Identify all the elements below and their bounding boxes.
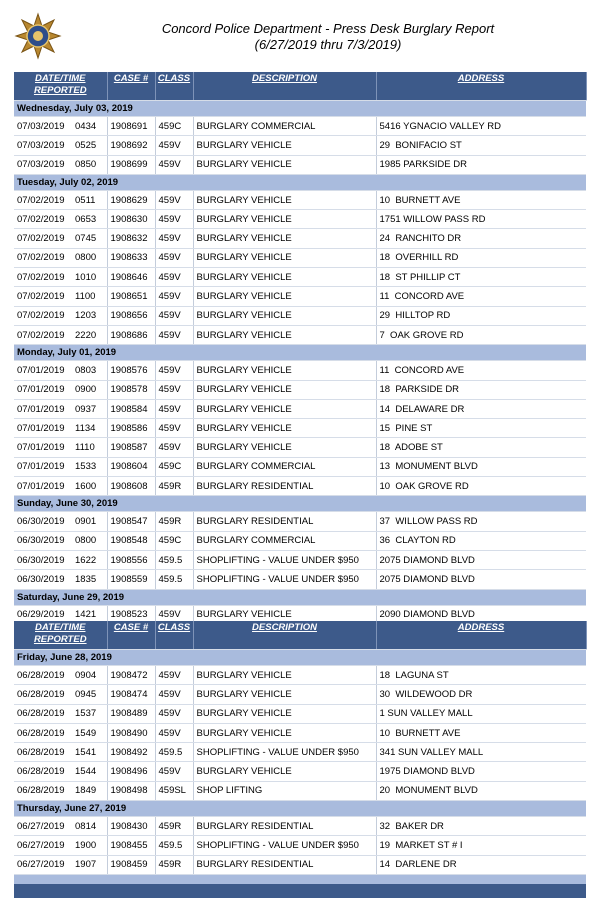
table-row <box>14 666 586 685</box>
date-time-cell <box>14 136 107 155</box>
time-value: 0803 <box>75 364 97 376</box>
time-value: 0511 <box>75 194 96 206</box>
date-time-cell <box>14 325 107 344</box>
time-value: 1544 <box>75 766 97 778</box>
day-header-row <box>14 589 586 605</box>
case-number-cell: 1908584 <box>107 399 155 418</box>
day-label: Thursday, June 27, 2019 <box>14 801 586 817</box>
description-cell: BURGLARY COMMERCIAL <box>193 457 376 476</box>
case-number-cell: 1908455 <box>107 836 155 855</box>
class-cell: 459.5 <box>155 743 193 762</box>
description-cell: SHOPLIFTING - VALUE UNDER $950 <box>193 550 376 569</box>
address-cell: 14 DELAWARE DR <box>376 399 586 418</box>
time-value: 0800 <box>75 252 97 264</box>
table-row <box>14 531 586 550</box>
report-table-page-1 <box>14 72 587 625</box>
case-number-cell: 1908556 <box>107 550 155 569</box>
date-value: 07/01/2019 <box>17 384 65 396</box>
day-header-row <box>14 650 586 666</box>
table-row <box>14 570 586 589</box>
time-value: 1849 <box>75 785 97 797</box>
day-label: Tuesday, July 02, 2019 <box>14 174 586 190</box>
date-value: 07/03/2019 <box>17 159 65 171</box>
address-cell: 10 BURNETT AVE <box>376 723 586 742</box>
date-value: 06/28/2019 <box>17 669 65 681</box>
date-value: 07/02/2019 <box>17 252 65 264</box>
class-cell: 459.5 <box>155 550 193 569</box>
class-cell: 459V <box>155 248 193 267</box>
class-cell: 459V <box>155 306 193 325</box>
case-number-cell: 1908490 <box>107 723 155 742</box>
table-row <box>14 762 586 781</box>
column-header: CLASS <box>155 621 193 650</box>
day-label: Saturday, June 29, 2019 <box>14 589 586 605</box>
class-cell: 459V <box>155 419 193 438</box>
table-row <box>14 229 586 248</box>
time-value: 2220 <box>75 329 97 341</box>
date-time-cell <box>14 380 107 399</box>
time-value: 1549 <box>75 727 97 739</box>
time-value: 0900 <box>75 384 97 396</box>
description-cell: BURGLARY VEHICLE <box>193 268 376 287</box>
description-cell: BURGLARY VEHICLE <box>193 723 376 742</box>
address-cell: 15 PINE ST <box>376 419 586 438</box>
date-value: 07/03/2019 <box>17 120 65 132</box>
table-row <box>14 325 586 344</box>
date-time-cell <box>14 531 107 550</box>
date-value: 06/30/2019 <box>17 573 65 585</box>
date-time-cell <box>14 361 107 380</box>
time-value: 1533 <box>75 461 97 473</box>
address-cell: 36 CLAYTON RD <box>376 531 586 550</box>
class-cell: 459V <box>155 380 193 399</box>
case-number-cell: 1908498 <box>107 781 155 800</box>
description-cell: BURGLARY VEHICLE <box>193 248 376 267</box>
class-cell: 459V <box>155 666 193 685</box>
description-cell: BURGLARY VEHICLE <box>193 136 376 155</box>
case-number-cell: 1908587 <box>107 438 155 457</box>
date-time-cell <box>14 438 107 457</box>
case-number-cell: 1908656 <box>107 306 155 325</box>
time-value: 0901 <box>75 515 97 527</box>
date-time-cell <box>14 155 107 174</box>
date-time-cell <box>14 210 107 229</box>
table-row <box>14 723 586 742</box>
class-cell: 459V <box>155 438 193 457</box>
police-badge-icon <box>14 12 62 60</box>
class-cell: 459V <box>155 685 193 704</box>
table-row <box>14 117 586 136</box>
case-number-cell: 1908604 <box>107 457 155 476</box>
date-time-cell <box>14 419 107 438</box>
class-cell: 459V <box>155 361 193 380</box>
day-header-row <box>14 801 586 817</box>
address-cell: 19 MARKET ST # I <box>376 836 586 855</box>
date-time-cell <box>14 477 107 496</box>
description-cell: BURGLARY RESIDENTIAL <box>193 477 376 496</box>
table-row <box>14 704 586 723</box>
time-value: 1010 <box>75 271 97 283</box>
table-row <box>14 399 586 418</box>
description-cell: BURGLARY COMMERCIAL <box>193 531 376 550</box>
class-cell: 459V <box>155 399 193 418</box>
case-number-cell: 1908699 <box>107 155 155 174</box>
case-number-cell: 1908586 <box>107 419 155 438</box>
address-cell: 14 DARLENE DR <box>376 855 586 874</box>
date-time-cell <box>14 817 107 836</box>
date-value: 07/02/2019 <box>17 194 65 206</box>
time-value: 1900 <box>75 840 97 852</box>
table-row <box>14 817 586 836</box>
class-cell: 459V <box>155 136 193 155</box>
date-value: 06/28/2019 <box>17 785 65 797</box>
date-time-cell <box>14 855 107 874</box>
class-cell: 459V <box>155 155 193 174</box>
time-value: 1134 <box>75 422 96 434</box>
address-cell: 29 HILLTOP RD <box>376 306 586 325</box>
report-header <box>68 21 588 53</box>
class-cell: 459R <box>155 817 193 836</box>
class-cell: 459V <box>155 210 193 229</box>
column-header-row <box>14 621 586 650</box>
case-number-cell: 1908492 <box>107 743 155 762</box>
table-row <box>14 190 586 209</box>
date-value: 06/30/2019 <box>17 535 65 547</box>
address-cell: 18 PARKSIDE DR <box>376 380 586 399</box>
date-time-cell <box>14 117 107 136</box>
date-value: 07/01/2019 <box>17 461 65 473</box>
date-time-cell <box>14 685 107 704</box>
case-number-cell: 1908629 <box>107 190 155 209</box>
date-time-cell <box>14 306 107 325</box>
address-cell: 30 WILDEWOOD DR <box>376 685 586 704</box>
date-value: 07/02/2019 <box>17 310 65 322</box>
date-value: 06/29/2019 <box>17 609 65 621</box>
time-value: 1537 <box>75 708 97 720</box>
column-header: DATE/TIME REPORTED <box>14 72 107 101</box>
case-number-cell: 1908496 <box>107 762 155 781</box>
date-value: 06/27/2019 <box>17 820 65 832</box>
date-value: 07/01/2019 <box>17 403 65 415</box>
description-cell: BURGLARY VEHICLE <box>193 704 376 723</box>
time-value: 1110 <box>75 442 95 454</box>
time-value: 1203 <box>75 310 97 322</box>
table-footer-bar <box>14 884 586 898</box>
column-header: DESCRIPTION <box>193 621 376 650</box>
date-value: 06/28/2019 <box>17 766 65 778</box>
date-value: 07/01/2019 <box>17 442 65 454</box>
description-cell: BURGLARY VEHICLE <box>193 605 376 624</box>
description-cell: SHOPLIFTING - VALUE UNDER $950 <box>193 743 376 762</box>
column-header: ADDRESS <box>376 621 586 650</box>
date-value: 06/28/2019 <box>17 688 65 700</box>
address-cell: 341 SUN VALLEY MALL <box>376 743 586 762</box>
date-value: 06/27/2019 <box>17 840 65 852</box>
date-time-cell <box>14 399 107 418</box>
day-header-row <box>14 174 586 190</box>
time-value: 0434 <box>75 120 97 132</box>
class-cell: 459V <box>155 229 193 248</box>
class-cell: 459C <box>155 457 193 476</box>
class-cell: 459V <box>155 190 193 209</box>
table-row <box>14 361 586 380</box>
time-value: 0814 <box>75 820 97 832</box>
description-cell: BURGLARY VEHICLE <box>193 419 376 438</box>
address-cell: 1 SUN VALLEY MALL <box>376 704 586 723</box>
address-cell: 29 BONIFACIO ST <box>376 136 586 155</box>
table-footer-band <box>14 874 586 884</box>
case-number-cell: 1908632 <box>107 229 155 248</box>
class-cell: 459V <box>155 605 193 624</box>
case-number-cell: 1908646 <box>107 268 155 287</box>
case-number-cell: 1908489 <box>107 704 155 723</box>
address-cell: 13 MONUMENT BLVD <box>376 457 586 476</box>
case-number-cell: 1908474 <box>107 685 155 704</box>
case-number-cell: 1908459 <box>107 855 155 874</box>
table-row <box>14 210 586 229</box>
table-row <box>14 550 586 569</box>
date-time-cell <box>14 248 107 267</box>
case-number-cell: 1908578 <box>107 380 155 399</box>
description-cell: BURGLARY VEHICLE <box>193 190 376 209</box>
address-cell: 10 OAK GROVE RD <box>376 477 586 496</box>
class-cell: 459R <box>155 512 193 531</box>
case-number-cell: 1908472 <box>107 666 155 685</box>
table-row <box>14 306 586 325</box>
date-time-cell <box>14 570 107 589</box>
description-cell: BURGLARY VEHICLE <box>193 380 376 399</box>
description-cell: BURGLARY VEHICLE <box>193 399 376 418</box>
column-header: CASE # <box>107 621 155 650</box>
class-cell: 459.5 <box>155 570 193 589</box>
time-value: 1622 <box>75 554 97 566</box>
date-time-cell <box>14 190 107 209</box>
date-time-cell <box>14 550 107 569</box>
description-cell: BURGLARY VEHICLE <box>193 229 376 248</box>
address-cell: 2090 DIAMOND BLVD <box>376 605 586 624</box>
case-number-cell: 1908686 <box>107 325 155 344</box>
table-row <box>14 248 586 267</box>
address-cell: 11 CONCORD AVE <box>376 287 586 306</box>
date-value: 06/28/2019 <box>17 746 65 758</box>
address-cell: 18 LAGUNA ST <box>376 666 586 685</box>
case-number-cell: 1908548 <box>107 531 155 550</box>
time-value: 0800 <box>75 535 97 547</box>
case-number-cell: 1908608 <box>107 477 155 496</box>
address-cell: 32 BAKER DR <box>376 817 586 836</box>
date-value: 07/02/2019 <box>17 329 65 341</box>
description-cell: SHOPLIFTING - VALUE UNDER $950 <box>193 836 376 855</box>
table-row <box>14 457 586 476</box>
date-value: 07/03/2019 <box>17 139 65 151</box>
date-value: 06/28/2019 <box>17 727 65 739</box>
date-value: 07/02/2019 <box>17 291 65 303</box>
date-value: 07/02/2019 <box>17 213 65 225</box>
description-cell: SHOPLIFTING - VALUE UNDER $950 <box>193 570 376 589</box>
time-value: 1541 <box>75 746 97 758</box>
case-number-cell: 1908430 <box>107 817 155 836</box>
class-cell: 459R <box>155 855 193 874</box>
time-value: 0937 <box>75 403 97 415</box>
address-cell: 1975 DIAMOND BLVD <box>376 762 586 781</box>
description-cell: BURGLARY VEHICLE <box>193 306 376 325</box>
date-time-cell <box>14 287 107 306</box>
address-cell: 7 OAK GROVE RD <box>376 325 586 344</box>
report-title: Concord Police Department - Press Desk Burglary Report <box>161 21 495 36</box>
date-time-cell <box>14 666 107 685</box>
class-cell: 459V <box>155 704 193 723</box>
column-header: ADDRESS <box>376 72 586 101</box>
address-cell: 37 WILLOW PASS RD <box>376 512 586 531</box>
table-row <box>14 419 586 438</box>
date-value: 06/27/2019 <box>17 859 65 871</box>
class-cell: 459SL <box>155 781 193 800</box>
description-cell: BURGLARY VEHICLE <box>193 762 376 781</box>
date-value: 06/30/2019 <box>17 554 65 566</box>
table-row <box>14 855 586 874</box>
case-number-cell: 1908691 <box>107 117 155 136</box>
class-cell: 459V <box>155 762 193 781</box>
day-label: Monday, July 01, 2019 <box>14 345 586 361</box>
class-cell: 459V <box>155 268 193 287</box>
column-header: DESCRIPTION <box>193 72 376 101</box>
time-value: 1100 <box>75 291 96 303</box>
address-cell: 2075 DIAMOND BLVD <box>376 550 586 569</box>
column-header: CASE # <box>107 72 155 101</box>
description-cell: BURGLARY VEHICLE <box>193 438 376 457</box>
address-cell: 1751 WILLOW PASS RD <box>376 210 586 229</box>
description-cell: BURGLARY VEHICLE <box>193 666 376 685</box>
date-time-cell <box>14 704 107 723</box>
time-value: 1907 <box>75 859 97 871</box>
day-label: Wednesday, July 03, 2019 <box>14 101 586 117</box>
date-value: 07/01/2019 <box>17 364 65 376</box>
time-value: 0745 <box>75 233 97 245</box>
address-cell: 18 ADOBE ST <box>376 438 586 457</box>
time-value: 0945 <box>75 688 97 700</box>
class-cell: 459C <box>155 117 193 136</box>
description-cell: BURGLARY RESIDENTIAL <box>193 855 376 874</box>
case-number-cell: 1908633 <box>107 248 155 267</box>
address-cell: 18 ST PHILLIP CT <box>376 268 586 287</box>
address-cell: 18 OVERHILL RD <box>376 248 586 267</box>
time-value: 1835 <box>75 573 97 585</box>
date-value: 07/01/2019 <box>17 422 65 434</box>
class-cell: 459V <box>155 723 193 742</box>
description-cell: BURGLARY VEHICLE <box>193 325 376 344</box>
description-cell: BURGLARY VEHICLE <box>193 685 376 704</box>
column-header-row <box>14 72 586 101</box>
case-number-cell: 1908523 <box>107 605 155 624</box>
date-value: 06/30/2019 <box>17 515 65 527</box>
address-cell: 5416 YGNACIO VALLEY RD <box>376 117 586 136</box>
table-row <box>14 477 586 496</box>
case-number-cell: 1908576 <box>107 361 155 380</box>
table-row <box>14 438 586 457</box>
date-time-cell <box>14 723 107 742</box>
address-cell: 2075 DIAMOND BLVD <box>376 570 586 589</box>
time-value: 1421 <box>75 609 97 621</box>
table-row <box>14 685 586 704</box>
report-date-range: (6/27/2019 thru 7/3/2019) <box>254 37 402 52</box>
case-number-cell: 1908651 <box>107 287 155 306</box>
class-cell: 459V <box>155 325 193 344</box>
table-row <box>14 136 586 155</box>
description-cell: BURGLARY COMMERCIAL <box>193 117 376 136</box>
description-cell: BURGLARY VEHICLE <box>193 155 376 174</box>
class-cell: 459C <box>155 531 193 550</box>
case-number-cell: 1908630 <box>107 210 155 229</box>
day-header-row <box>14 496 586 512</box>
date-value: 07/01/2019 <box>17 480 65 492</box>
date-time-cell <box>14 762 107 781</box>
date-time-cell <box>14 512 107 531</box>
day-label: Sunday, June 30, 2019 <box>14 496 586 512</box>
date-time-cell <box>14 836 107 855</box>
description-cell: SHOP LIFTING <box>193 781 376 800</box>
case-number-cell: 1908692 <box>107 136 155 155</box>
time-value: 0653 <box>75 213 97 225</box>
time-value: 1600 <box>75 480 97 492</box>
description-cell: BURGLARY VEHICLE <box>193 287 376 306</box>
date-time-cell <box>14 457 107 476</box>
address-cell: 20 MONUMENT BLVD <box>376 781 586 800</box>
description-cell: BURGLARY VEHICLE <box>193 361 376 380</box>
table-row <box>14 512 586 531</box>
class-cell: 459R <box>155 477 193 496</box>
case-number-cell: 1908547 <box>107 512 155 531</box>
date-time-cell <box>14 743 107 762</box>
class-cell: 459.5 <box>155 836 193 855</box>
table-row <box>14 781 586 800</box>
day-label: Friday, June 28, 2019 <box>14 650 586 666</box>
time-value: 0904 <box>75 669 97 681</box>
case-number-cell: 1908559 <box>107 570 155 589</box>
date-value: 06/28/2019 <box>17 708 65 720</box>
date-value: 07/02/2019 <box>17 271 65 283</box>
date-time-cell <box>14 229 107 248</box>
date-time-cell <box>14 268 107 287</box>
table-row <box>14 380 586 399</box>
address-cell: 24 RANCHITO DR <box>376 229 586 248</box>
table-row <box>14 268 586 287</box>
date-value: 07/02/2019 <box>17 233 65 245</box>
column-header: DATE/TIME REPORTED <box>14 621 107 650</box>
description-cell: BURGLARY VEHICLE <box>193 210 376 229</box>
report-table-page-2 <box>14 621 587 898</box>
class-cell: 459V <box>155 287 193 306</box>
column-header: CLASS <box>155 72 193 101</box>
time-value: 0850 <box>75 159 97 171</box>
day-header-row <box>14 101 586 117</box>
description-cell: BURGLARY RESIDENTIAL <box>193 817 376 836</box>
address-cell: 10 BURNETT AVE <box>376 190 586 209</box>
date-time-cell <box>14 781 107 800</box>
day-header-row <box>14 345 586 361</box>
time-value: 0525 <box>75 139 97 151</box>
address-cell: 1985 PARKSIDE DR <box>376 155 586 174</box>
description-cell: BURGLARY RESIDENTIAL <box>193 512 376 531</box>
table-row <box>14 287 586 306</box>
address-cell: 11 CONCORD AVE <box>376 361 586 380</box>
table-row <box>14 743 586 762</box>
table-row <box>14 155 586 174</box>
table-row <box>14 836 586 855</box>
